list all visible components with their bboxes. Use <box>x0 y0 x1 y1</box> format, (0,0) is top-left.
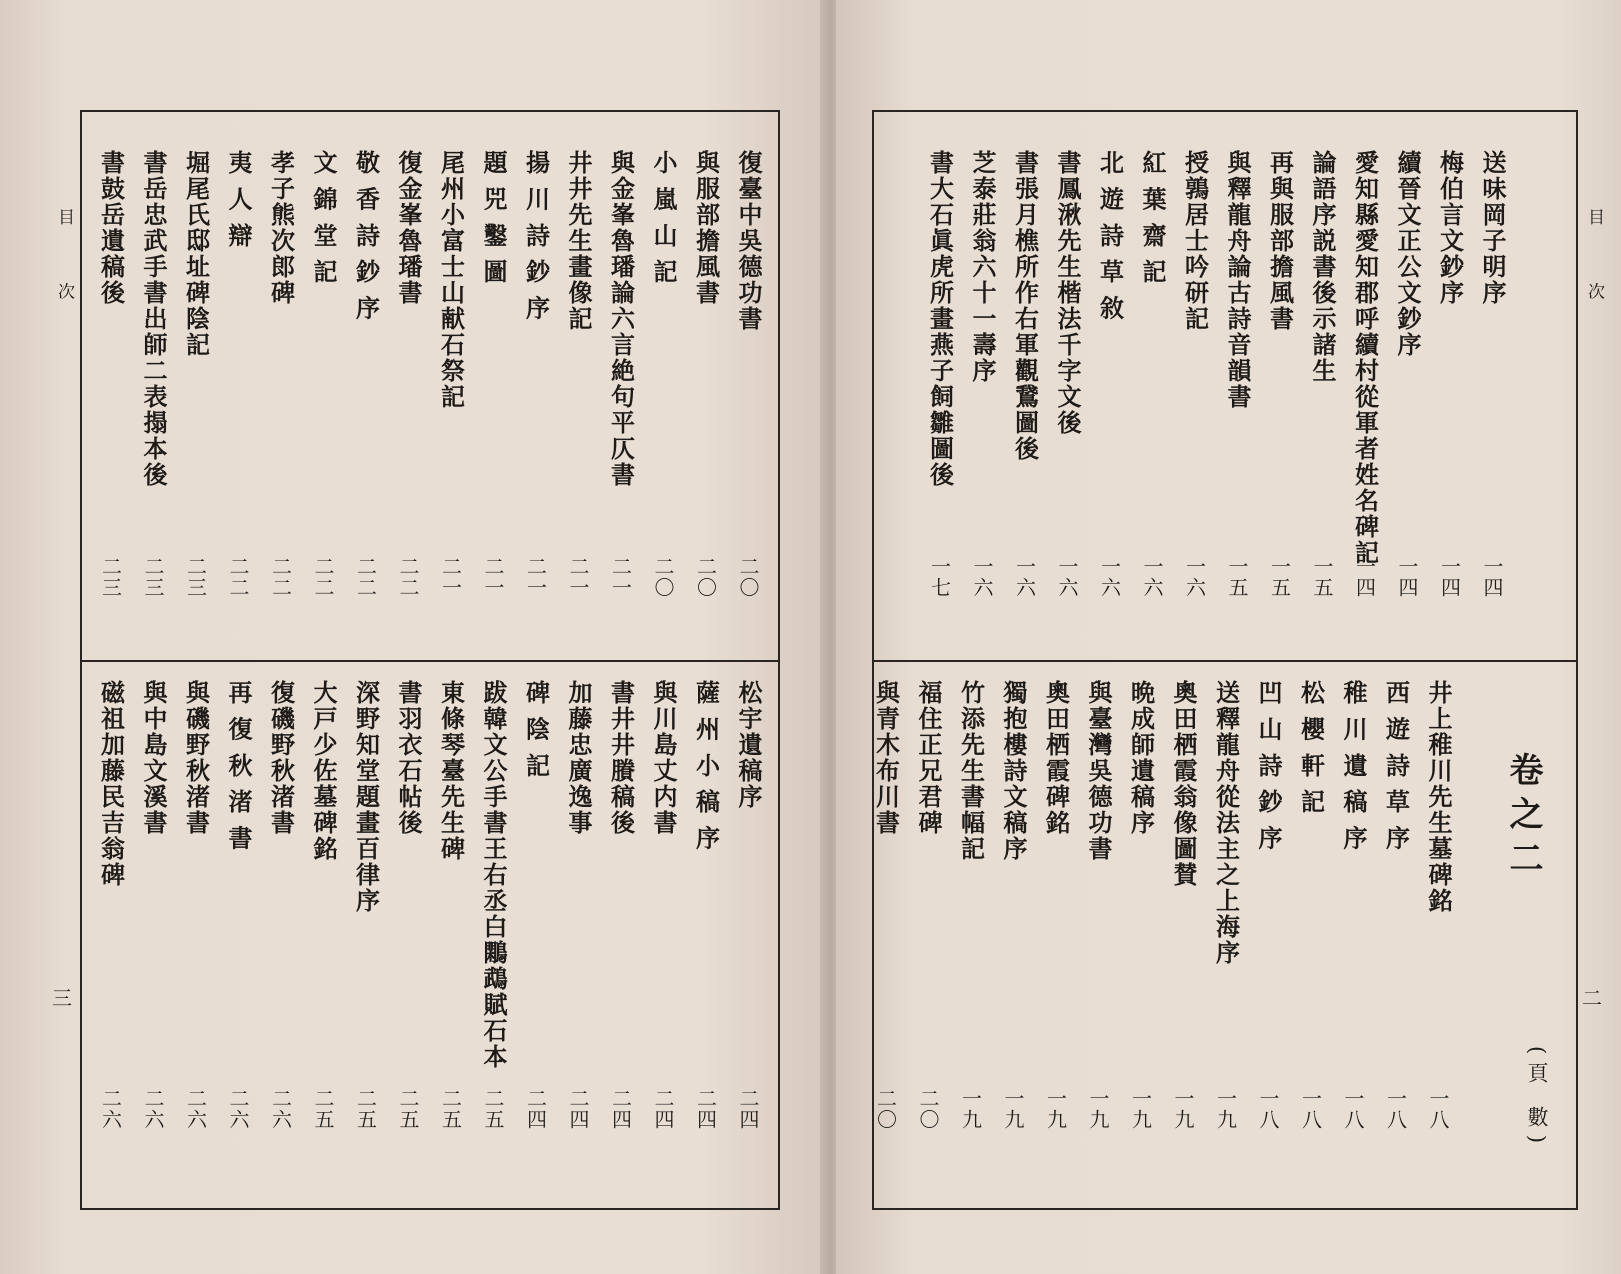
toc-entry-page: 二二 <box>396 556 420 598</box>
toc-entry-page: 二五 <box>311 1088 335 1130</box>
toc-entry-title: 與臺灣吳德功書 <box>1084 680 1113 862</box>
toc-entry-title: 揚 川 詩 鈔 序 <box>521 150 551 322</box>
toc-entry-title: 晩成師遺稿序 <box>1126 680 1156 836</box>
toc-entry-title: 梅伯言文鈔序 <box>1435 150 1465 306</box>
toc-entry-page: 二二 <box>311 556 335 598</box>
toc-entry-title: 松宇遺稿序 <box>734 680 763 810</box>
right-toc-frame <box>872 110 1578 1210</box>
toc-entry-page: 一六 <box>1140 556 1164 598</box>
toc-entry-page: 一八 <box>1426 1088 1450 1130</box>
toc-entry-page: 一五 <box>1310 556 1334 598</box>
toc-entry-title: 書鼓岳遺稿後 <box>96 150 126 306</box>
toc-entry-page: 一四 <box>1437 556 1462 598</box>
toc-entry-page: 二一 <box>481 556 505 598</box>
toc-entry-page: 一六 <box>1182 556 1207 598</box>
toc-entry-page: 二六 <box>183 1088 208 1130</box>
toc-entry-title: 小 嵐 山 記 <box>649 150 678 286</box>
toc-entry-title: 送味岡子明序 <box>1478 150 1507 306</box>
toc-entry-title: 孝子熊次郎碑 <box>266 150 296 306</box>
toc-entry-page: 二五 <box>396 1088 420 1130</box>
toc-entry-title: 授鶉居士吟研記 <box>1180 150 1210 332</box>
toc-entry-title: 薩 州 小 稿 序 <box>691 680 721 852</box>
toc-entry-page: 一九 <box>1213 1088 1238 1130</box>
toc-entry-page: 一八 <box>1298 1088 1323 1130</box>
volume-label: 卷之二 <box>1503 752 1543 884</box>
toc-entry-page: 二〇 <box>873 1088 898 1130</box>
toc-entry-title: 西 遊 詩 草 序 <box>1381 680 1411 852</box>
toc-entry-title: 東條琴臺先生碑 <box>436 680 466 862</box>
toc-entry-page: 二二 <box>226 556 250 598</box>
left-divider <box>82 660 778 662</box>
toc-entry-title: 敬 香 詩 鈔 序 <box>351 150 381 322</box>
toc-entry-page: 二四 <box>566 1088 590 1130</box>
toc-entry-title: 復磯野秋渚書 <box>266 680 296 836</box>
toc-entry-title: 跋韓文公手書王右丞白鷴鵡賦石本 <box>479 680 508 1070</box>
left-running-head: 目 次 <box>54 208 74 326</box>
toc-entry-page: 二一 <box>438 556 463 598</box>
right-folio: 二 <box>1582 986 1602 1010</box>
toc-entry-page: 一九 <box>1001 1088 1025 1130</box>
toc-entry-title: 書井井賸稿後 <box>606 680 636 836</box>
toc-entry-page: 一六 <box>1097 556 1122 598</box>
toc-entry-page: 二四 <box>651 1088 675 1130</box>
toc-entry-title: 奧田栖霞碑銘 <box>1041 680 1071 836</box>
toc-entry-title: 福住正兄君碑 <box>914 680 943 836</box>
toc-entry-title: 稚 川 遺 稿 序 <box>1339 680 1368 852</box>
toc-entry-page: 一九 <box>1043 1088 1068 1130</box>
toc-entry-title: 磁祖加藤民吉翁碑 <box>96 680 126 888</box>
toc-entry-title: 與青木布川書 <box>871 680 901 836</box>
toc-entry-title: 文 錦 堂 記 <box>309 150 338 286</box>
toc-entry-page: 二〇 <box>916 1088 940 1130</box>
toc-entry-title: 再 復 秋 渚 書 <box>224 680 253 852</box>
toc-entry-title: 松 櫻 軒 記 <box>1296 680 1326 816</box>
toc-entry-title: 凹 山 詩 鈔 序 <box>1254 680 1283 852</box>
toc-entry-title: 復金峯魯璠書 <box>394 150 423 306</box>
toc-entry-title: 與釋龍舟論古詩音韻書 <box>1223 150 1252 410</box>
toc-entry-page: 二一 <box>566 556 590 598</box>
toc-entry-page: 二三 <box>141 556 165 598</box>
toc-entry-page: 一九 <box>1171 1088 1195 1130</box>
toc-entry-title: 書大石眞虎所畫燕子飼雛圖後 <box>925 150 955 488</box>
toc-entry-page: 二〇 <box>651 556 675 598</box>
toc-entry-title: 芝泰莊翁六十一壽序 <box>968 150 997 384</box>
toc-entry-title: 題 兕 鑿 圖 <box>479 150 508 286</box>
toc-entry-page: 一四 <box>1352 556 1377 598</box>
toc-entry-page: 一五 <box>1225 556 1249 598</box>
toc-entry-page: 一六 <box>1012 556 1037 598</box>
toc-entry-page: 一七 <box>927 556 952 598</box>
toc-entry-page: 一六 <box>1055 556 1079 598</box>
toc-entry-title: 書羽衣石帖後 <box>394 680 423 836</box>
toc-entry-title: 紅 葉 齋 記 <box>1138 150 1167 286</box>
toc-entry-title: 與服部擔風書 <box>691 150 721 306</box>
toc-entry-title: 大戸少佐墓碑銘 <box>309 680 338 862</box>
toc-entry-title: 與金峯魯璠論六言絶句平仄書 <box>606 150 636 488</box>
toc-entry-title: 北 遊 詩 草 敘 <box>1095 150 1125 322</box>
right-divider <box>874 660 1576 662</box>
toc-entry-page: 一九 <box>958 1088 983 1130</box>
toc-entry-title: 碑 陰 記 <box>521 680 551 779</box>
toc-entry-title: 送釋龍舟從法主之上海序 <box>1211 680 1241 966</box>
toc-entry-title: 與中島文溪書 <box>139 680 168 836</box>
toc-entry-page: 一四 <box>1395 556 1419 598</box>
toc-entry-page: 二〇 <box>736 556 760 598</box>
toc-entry-page: 二六 <box>268 1088 293 1130</box>
toc-entry-page: 二六 <box>141 1088 165 1130</box>
toc-entry-title: 書岳忠武手書出師二表搨本後 <box>139 150 168 488</box>
toc-entry-page: 二一 <box>523 556 548 598</box>
toc-entry-title: 書張月樵所作右軍觀鵞圖後 <box>1010 150 1040 462</box>
toc-entry-page: 二五 <box>438 1088 463 1130</box>
toc-entry-title: 竹添先生書幅記 <box>956 680 986 862</box>
toc-entry-title: 井上稚川先生墓碑銘 <box>1424 680 1453 914</box>
toc-entry-page: 二〇 <box>693 556 718 598</box>
toc-entry-title: 愛知縣愛知郡呼續村從軍者姓名碑記 <box>1350 150 1380 566</box>
toc-entry-page: 二四 <box>693 1088 718 1130</box>
toc-entry-page: 二四 <box>736 1088 760 1130</box>
toc-entry-page: 二六 <box>226 1088 250 1130</box>
toc-entry-page: 二四 <box>608 1088 633 1130</box>
toc-entry-title: 書鳳湫先生楷法千字文後 <box>1053 150 1082 436</box>
toc-entry-title: 續晉文正公文鈔序 <box>1393 150 1422 358</box>
toc-entry-title: 奧田栖霞翁像圖賛 <box>1169 680 1198 888</box>
toc-entry-title: 復臺中吳德功書 <box>734 150 763 332</box>
toc-entry-title: 獨抱樓詩文稿序 <box>999 680 1028 862</box>
toc-entry-page: 二三 <box>183 556 208 598</box>
toc-entry-title: 井井先生畫像記 <box>564 150 593 332</box>
toc-entry-page: 一九 <box>1128 1088 1153 1130</box>
page-unit-label: (頁 數) <box>1525 1046 1549 1152</box>
toc-entry-title: 深野知堂題畫百律序 <box>351 680 381 914</box>
toc-entry-page: 一八 <box>1256 1088 1280 1130</box>
right-running-head: 目 次 <box>1584 208 1604 326</box>
toc-entry-title: 堀尾氏邸址碑陰記 <box>181 150 211 358</box>
toc-entry-page: 二五 <box>353 1088 378 1130</box>
toc-entry-title: 與磯野秋渚書 <box>181 680 211 836</box>
toc-entry-title: 與川島丈内書 <box>649 680 678 836</box>
toc-entry-page: 二三 <box>98 556 123 598</box>
toc-entry-page: 二一 <box>608 556 633 598</box>
toc-entry-page: 一八 <box>1341 1088 1365 1130</box>
toc-entry-page: 一四 <box>1480 556 1504 598</box>
left-toc-frame <box>80 110 780 1210</box>
toc-entry-page: 二四 <box>523 1088 548 1130</box>
toc-entry-title: 加藤忠廣逸事 <box>564 680 593 836</box>
left-folio: 三 <box>52 986 72 1010</box>
toc-entry-title: 再與服部擔風書 <box>1265 150 1295 332</box>
toc-entry-title: 論語序説書後示諸生 <box>1308 150 1337 384</box>
toc-entry-page: 一八 <box>1383 1088 1408 1130</box>
toc-entry-page: 一九 <box>1086 1088 1110 1130</box>
toc-entry-title: 尾州小富士山献石祭記 <box>436 150 466 410</box>
toc-entry-page: 二二 <box>353 556 378 598</box>
toc-entry-page: 二五 <box>481 1088 505 1130</box>
toc-entry-page: 一六 <box>970 556 994 598</box>
toc-entry-page: 二二 <box>268 556 293 598</box>
toc-entry-page: 一五 <box>1267 556 1292 598</box>
toc-entry-page: 二六 <box>98 1088 123 1130</box>
toc-entry-title: 夷 人 辯 <box>224 150 253 249</box>
right-page <box>836 0 1621 1274</box>
